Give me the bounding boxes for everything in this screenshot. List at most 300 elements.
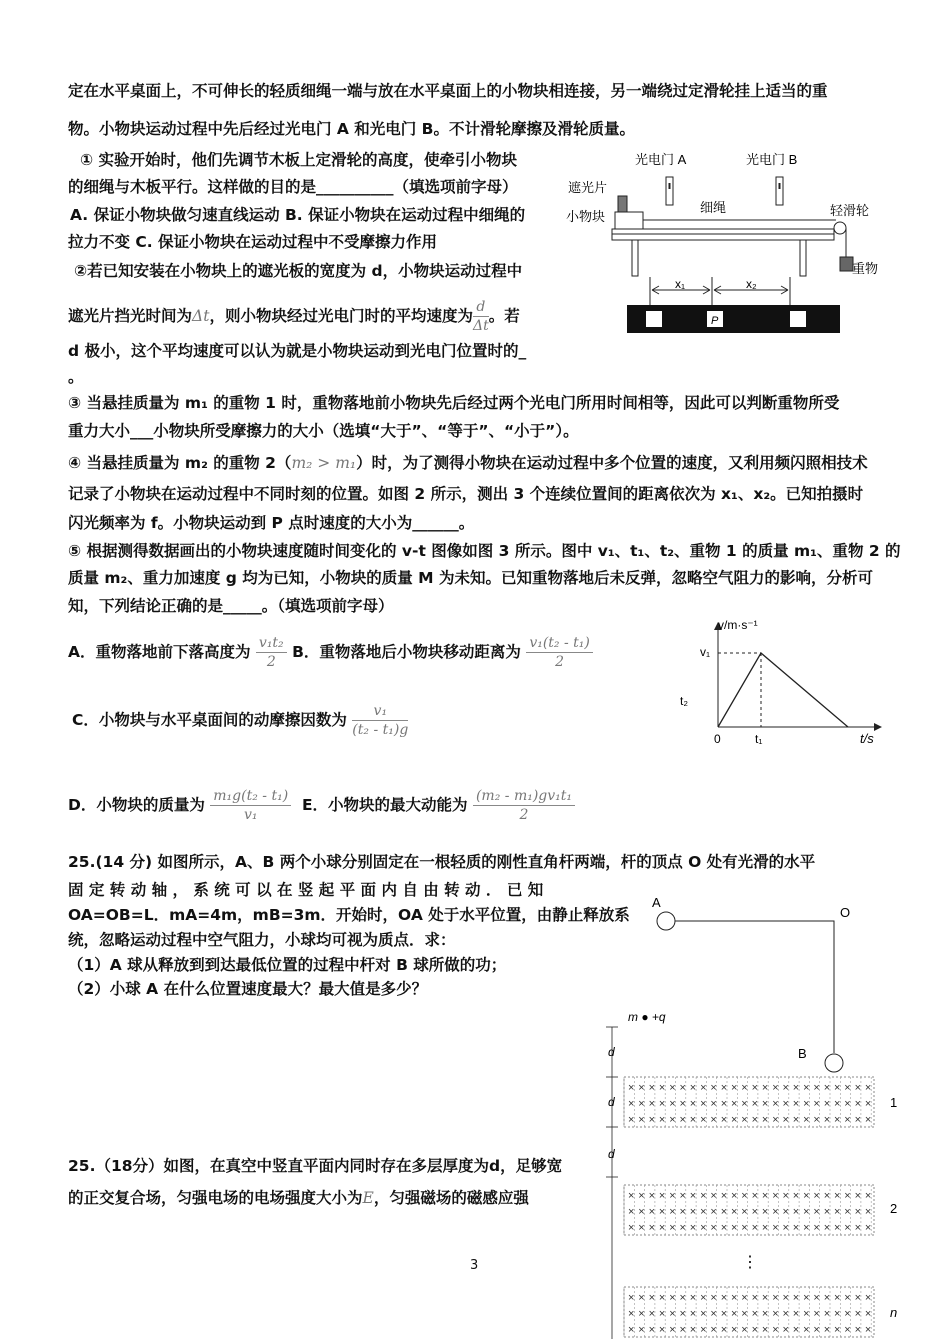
magnetic-field-mark: ×: [864, 1206, 872, 1218]
d-label: d: [608, 1095, 615, 1109]
magnetic-field-mark: ×: [669, 1222, 676, 1234]
magnetic-field-mark: ×: [689, 1206, 697, 1218]
magnetic-field-mark: ×: [772, 1308, 779, 1320]
text-line: [68, 1187, 529, 1209]
frac-den: 2: [555, 654, 565, 670]
frac-den: 2: [266, 654, 276, 670]
magnetic-field-mark: ×: [844, 1292, 851, 1304]
magnetic-field-mark: ×: [803, 1292, 810, 1304]
option-e-label: E．小物块的最大动能为: [301, 796, 468, 814]
text-segment: 。若: [488, 307, 520, 325]
magnetic-field-mark: ×: [628, 1292, 635, 1304]
magnetic-field-mark: ×: [679, 1114, 686, 1126]
magnetic-field-mark: ×: [658, 1308, 666, 1320]
text-line: ③ 当悬挂质量为 m₁ 的重物 1 时，重物落地前小物块先后经过两个光电门所用时间相等，因此可以判断重物所受: [68, 394, 840, 412]
magnetic-field-mark: ×: [772, 1206, 779, 1218]
magnetic-field-mark: ×: [731, 1190, 738, 1202]
frac-den: 2: [519, 807, 529, 823]
figure-vt-graph: [670, 612, 900, 752]
magnetic-field-mark: ×: [782, 1324, 789, 1336]
magnetic-field-mark: ×: [792, 1292, 800, 1304]
magnetic-field-mark: ×: [669, 1098, 676, 1110]
magnetic-field-mark: ×: [669, 1206, 676, 1218]
magnetic-field-mark: ×: [761, 1114, 769, 1126]
magnetic-field-mark: ×: [813, 1324, 820, 1336]
flash-position: [790, 311, 806, 327]
magnetic-field-mark: ×: [844, 1190, 851, 1202]
text-line: 质量 m₂、重力加速度 g 均为已知，小物块的质量 M 为未知。已知重物落地后未反弹，忽略空气阻力的影响，分析可: [68, 569, 873, 587]
magnetic-field-mark: ×: [700, 1206, 707, 1218]
magnetic-field-mark: ×: [823, 1190, 831, 1202]
magnetic-field-mark: ×: [782, 1190, 789, 1202]
frac-den: (t₂ - t₁)g: [352, 722, 409, 738]
t1-tick-label: t₁: [755, 732, 763, 746]
magnetic-field-mark: ×: [720, 1324, 728, 1336]
magnetic-field-mark: ×: [638, 1222, 645, 1234]
magnetic-field-mark: ×: [751, 1324, 759, 1336]
text-line: 25.(14 分) 如图所示，A、B 两个小球分别固定在一根轻质的刚性直角杆两端，杆的顶点 O 处有光滑的水平: [68, 853, 816, 871]
option-b-label: B．重物落地后小物块移动距离为: [292, 643, 521, 661]
magnetic-field-mark: ×: [648, 1114, 656, 1126]
magnetic-field-mark: ×: [782, 1082, 789, 1094]
magnetic-field-mark: ×: [844, 1206, 851, 1218]
magnetic-field-mark: ×: [772, 1114, 779, 1126]
magnetic-field-mark: ×: [741, 1114, 748, 1126]
fraction-b: [526, 634, 593, 671]
magnetic-field-mark: ×: [761, 1082, 769, 1094]
magnetic-field-mark: ×: [761, 1324, 769, 1336]
page-number: 3: [470, 1258, 479, 1273]
magnetic-field-mark: ×: [689, 1222, 697, 1234]
magnetic-field-mark: ×: [803, 1098, 810, 1110]
magnetic-field-mark: ×: [741, 1292, 748, 1304]
frac-num: m₁g(t₂ - t₁): [210, 787, 291, 806]
label-o: O: [840, 905, 851, 920]
gate-a: [666, 177, 673, 205]
text-line: （1）A 球从释放到到达最低位置的过程中杆对 B 球所做的功；: [68, 956, 507, 974]
magnetic-field-mark: ×: [751, 1292, 759, 1304]
magnetic-field-mark: ×: [710, 1308, 717, 1320]
magnetic-field-mark: ×: [844, 1114, 851, 1126]
math-delta-t: Δt: [192, 307, 210, 325]
frac-den: Δt: [472, 318, 489, 334]
magnetic-field-mark: ×: [720, 1098, 728, 1110]
magnetic-field-mark: ×: [772, 1324, 779, 1336]
magnetic-field-mark: ×: [628, 1190, 635, 1202]
text-line: [68, 298, 520, 335]
frac-den: v₁: [243, 807, 258, 823]
fraction-e: [473, 787, 575, 824]
frac-num: v₁: [352, 702, 408, 721]
magnetic-field-mark: ×: [741, 1098, 748, 1110]
frac-num: d: [473, 298, 489, 317]
text-segment: ，则小物块经过光电门时的平均速度为: [209, 307, 473, 325]
magnetic-field-mark: ×: [741, 1308, 748, 1320]
flash-position: [646, 311, 662, 327]
magnetic-field-mark: ×: [658, 1098, 666, 1110]
magnetic-field-mark: ×: [628, 1308, 635, 1320]
magnetic-field-mark: ×: [813, 1206, 820, 1218]
magnetic-field-mark: ×: [648, 1308, 656, 1320]
magnetic-field-mark: ×: [731, 1308, 738, 1320]
magnetic-field-mark: ×: [803, 1082, 810, 1094]
magnetic-field-mark: ×: [658, 1082, 666, 1094]
magnetic-field-mark: ×: [638, 1206, 645, 1218]
vt-series-line: [718, 653, 848, 727]
magnetic-field-mark: ×: [823, 1098, 831, 1110]
magnetic-field-mark: ×: [700, 1222, 707, 1234]
layer-n-label: n: [890, 1305, 898, 1320]
magnetic-field-mark: ×: [803, 1324, 810, 1336]
pulley: [834, 222, 846, 234]
magnetic-field-mark: ×: [710, 1324, 717, 1336]
magnetic-field-mark: ×: [782, 1206, 789, 1218]
magnetic-field-mark: ×: [792, 1308, 800, 1320]
figure-field-layers: [596, 1005, 910, 1344]
fraction-a: [256, 634, 287, 671]
magnetic-field-mark: ×: [731, 1098, 738, 1110]
magnetic-field-mark: ×: [720, 1206, 728, 1218]
d-label: d: [608, 1147, 615, 1161]
magnetic-field-mark: ×: [679, 1190, 686, 1202]
magnetic-field-mark: ×: [648, 1206, 656, 1218]
magnetic-field-mark: ×: [628, 1222, 635, 1234]
magnetic-field-mark: ×: [854, 1190, 862, 1202]
text-line: 记录了小物块在运动过程中不同时刻的位置。如图 2 所示，测出 3 个连续位置间的距离依次为 x₁、x₂。已知拍摄时: [68, 485, 864, 503]
magnetic-field-mark: ×: [669, 1308, 676, 1320]
math-inequality: m₂ > m₁: [291, 454, 357, 472]
magnetic-field-mark: ×: [710, 1206, 717, 1218]
magnetic-field-mark: ×: [689, 1292, 697, 1304]
magnetic-field-mark: ×: [710, 1098, 717, 1110]
magnetic-field-mark: ×: [834, 1222, 841, 1234]
magnetic-field-mark: ×: [823, 1082, 831, 1094]
magnetic-field-mark: ×: [803, 1206, 810, 1218]
gate-b: [776, 177, 783, 205]
frac-num: (m₂ - m₁)gv₁t₁: [473, 787, 575, 806]
ball-a: [657, 912, 675, 930]
magnetic-field-mark: ×: [834, 1308, 841, 1320]
magnetic-field-mark: ×: [689, 1098, 697, 1110]
magnetic-field-mark: ×: [823, 1292, 831, 1304]
magnetic-field-mark: ×: [761, 1098, 769, 1110]
text-line: 。: [68, 368, 84, 386]
magnetic-field-mark: ×: [679, 1324, 686, 1336]
magnetic-field-mark: ×: [782, 1098, 789, 1110]
magnetic-field-mark: ×: [638, 1114, 645, 1126]
magnetic-field-mark: ×: [731, 1324, 738, 1336]
text-line: d 极小，这个平均速度可以认为就是小物块运动到光电门位置时的_: [68, 342, 527, 360]
magnetic-field-mark: ×: [638, 1324, 645, 1336]
magnetic-field-mark: ×: [628, 1082, 635, 1094]
magnetic-field-mark: ×: [751, 1206, 759, 1218]
magnetic-field-mark: ×: [689, 1082, 697, 1094]
magnetic-field-mark: ×: [638, 1098, 645, 1110]
magnetic-field-mark: ×: [648, 1222, 656, 1234]
magnetic-field-mark: ×: [648, 1324, 656, 1336]
magnetic-field-mark: ×: [658, 1222, 666, 1234]
magnetic-field-mark: ×: [772, 1190, 779, 1202]
magnetic-field-mark: ×: [679, 1308, 686, 1320]
magnetic-field-mark: ×: [638, 1190, 645, 1202]
table-leg: [632, 240, 638, 276]
magnetic-field-mark: ×: [628, 1098, 635, 1110]
magnetic-field-mark: ×: [700, 1190, 707, 1202]
t2-label: t₂: [680, 694, 688, 708]
magnetic-field-mark: ×: [823, 1206, 831, 1218]
magnetic-field-mark: ×: [813, 1292, 820, 1304]
magnetic-field-mark: ×: [628, 1206, 635, 1218]
v1-tick-label: v₁: [700, 645, 711, 659]
magnetic-field-mark: ×: [834, 1292, 841, 1304]
magnetic-field-mark: ×: [803, 1190, 810, 1202]
text-segment: ，匀强磁场的磁感应强: [373, 1189, 529, 1207]
magnetic-field-mark: ×: [751, 1082, 759, 1094]
option-a-label: A．重物落地前下落高度为: [68, 643, 251, 661]
magnetic-field-mark: ×: [854, 1082, 862, 1094]
text-segment: 的正交复合场，匀强电场的电场强度大小为: [68, 1189, 363, 1207]
magnetic-field-mark: ×: [638, 1308, 645, 1320]
text-line: （2）小球 A 在什么位置速度最大？最大值是多少？: [68, 980, 428, 998]
text-line: ① 实验开始时，他们先调节木板上定滑轮的高度，使牵引小物块: [80, 151, 518, 169]
magnetic-field-mark: ×: [782, 1222, 789, 1234]
magnetic-field-mark: ×: [710, 1114, 717, 1126]
text-line: ⑤ 根据测得数据画出的小物块速度随时间变化的 v-t 图像如图 3 所示。图中 v₁、t₁、t₂、重物 1 的质量 m₁、重物 2 的: [68, 542, 901, 560]
x2-label: x₂: [746, 277, 757, 291]
text-line: 知，下列结论正确的是_____。（填选项前字母）: [68, 597, 394, 615]
x-axis-label: t/s: [860, 731, 874, 746]
figure-apparatus: [560, 145, 900, 340]
magnetic-field-mark: ×: [772, 1292, 779, 1304]
text-line: A. 保证小物块做匀速直线运动 B. 保证小物块在运动过程中细绳的: [70, 206, 526, 224]
magnetic-field-mark: ×: [700, 1098, 707, 1110]
x-arrow: [874, 723, 882, 731]
magnetic-field-mark: ×: [864, 1082, 872, 1094]
text-line: 25.（18分）如图，在真空中竖直平面内同时存在多层厚度为d，足够宽: [68, 1157, 563, 1175]
magnetic-field-mark: ×: [792, 1206, 800, 1218]
magnetic-field-mark: ×: [648, 1190, 656, 1202]
origin-label: 0: [714, 732, 721, 746]
magnetic-field-mark: ×: [813, 1082, 820, 1094]
rope-label: 细绳: [700, 200, 727, 215]
magnetic-field-mark: ×: [834, 1324, 841, 1336]
magnetic-field-mark: ×: [864, 1292, 872, 1304]
magnetic-field-mark: ×: [761, 1222, 769, 1234]
magnetic-field-mark: ×: [844, 1222, 851, 1234]
magnetic-field-mark: ×: [844, 1324, 851, 1336]
magnetic-field-mark: ×: [823, 1324, 831, 1336]
magnetic-field-mark: ×: [628, 1114, 635, 1126]
magnetic-field-mark: ×: [731, 1206, 738, 1218]
text-segment: 遮光片挡光时间为: [68, 307, 193, 325]
text-line: 物。小物块运动过程中先后经过光电门 A 和光电门 B。不计滑轮摩擦及滑轮质量。: [68, 120, 636, 138]
magnetic-field-mark: ×: [720, 1190, 728, 1202]
magnetic-field-mark: ×: [782, 1308, 789, 1320]
magnetic-field-mark: ×: [741, 1222, 748, 1234]
magnetic-field-mark: ×: [844, 1098, 851, 1110]
magnetic-field-mark: ×: [792, 1222, 800, 1234]
magnetic-field-mark: ×: [813, 1190, 820, 1202]
magnetic-field-mark: ×: [761, 1190, 769, 1202]
magnetic-field-mark: ×: [813, 1114, 820, 1126]
magnetic-field-mark: ×: [864, 1098, 872, 1110]
magnetic-field-mark: ×: [700, 1308, 707, 1320]
magnetic-field-mark: ×: [864, 1324, 872, 1336]
magnetic-field-mark: ×: [689, 1190, 697, 1202]
magnetic-field-mark: ×: [658, 1292, 666, 1304]
magnetic-field-mark: ×: [731, 1082, 738, 1094]
magnetic-field-mark: ×: [792, 1098, 800, 1110]
magnetic-field-mark: ×: [803, 1222, 810, 1234]
magnetic-field-mark: ×: [720, 1292, 728, 1304]
magnetic-field-mark: ×: [854, 1114, 862, 1126]
text-line: ②若已知安装在小物块上的遮光板的宽度为 d，小物块运动过程中: [74, 262, 523, 280]
magnetic-field-mark: ×: [772, 1082, 779, 1094]
block-label: 小物块: [566, 209, 606, 224]
label-a: A: [652, 895, 661, 910]
text-line: 固 定 转 动 轴 ， 系 统 可 以 在 竖 起 平 面 内 自 由 转 动 ． 已 知: [68, 881, 544, 899]
text-line: [68, 452, 868, 474]
magnetic-field-mark: ×: [761, 1206, 769, 1218]
magnetic-field-mark: ×: [679, 1292, 686, 1304]
magnetic-field-mark: ×: [844, 1308, 851, 1320]
magnetic-field-mark: ×: [854, 1206, 862, 1218]
frac-num: v₁(t₂ - t₁): [526, 634, 593, 653]
magnetic-field-mark: ×: [658, 1324, 666, 1336]
option-c-label: C．小物块与水平桌面间的动摩擦因数为: [72, 711, 347, 729]
x1-label: x₁: [675, 277, 686, 291]
magnetic-field-mark: ×: [792, 1324, 800, 1336]
magnetic-field-mark: ×: [731, 1114, 738, 1126]
magnetic-field-mark: ×: [864, 1222, 872, 1234]
magnetic-field-mark: ×: [823, 1222, 831, 1234]
magnetic-field-mark: ×: [813, 1098, 820, 1110]
magnetic-field-mark: ×: [710, 1222, 717, 1234]
magnetic-field-mark: ×: [731, 1222, 738, 1234]
text-segment: ④ 当悬挂质量为 m₂ 的重物 2（: [68, 454, 292, 472]
magnetic-field-mark: ×: [658, 1114, 666, 1126]
magnetic-field-mark: ×: [834, 1190, 841, 1202]
magnetic-field-mark: ×: [679, 1222, 686, 1234]
magnetic-field-mark: ×: [864, 1190, 872, 1202]
magnetic-field-mark: ×: [761, 1292, 769, 1304]
gate-a-sensor: [669, 183, 671, 189]
magnetic-field-mark: ×: [772, 1222, 779, 1234]
p-label: P: [711, 315, 719, 327]
magnetic-field-mark: ×: [628, 1324, 635, 1336]
magnetic-field-mark: ×: [669, 1190, 676, 1202]
magnetic-field-mark: ×: [648, 1292, 656, 1304]
magnetic-field-mark: ×: [803, 1308, 810, 1320]
weight-label: 重物: [852, 261, 879, 276]
frac-num: v₁t₂: [256, 634, 287, 653]
magnetic-field-mark: ×: [638, 1292, 645, 1304]
magnetic-field-mark: ×: [700, 1082, 707, 1094]
text-segment: ）时，为了测得小物块在运动过程中多个位置的速度，又利用频闪照相技术: [356, 454, 868, 472]
gate-b-label: 光电门 B: [746, 152, 798, 167]
fraction-d: [210, 787, 291, 824]
magnetic-field-mark: ×: [834, 1114, 841, 1126]
magnetic-field-mark: ×: [782, 1114, 789, 1126]
block: [615, 212, 643, 229]
magnetic-field-mark: ×: [741, 1324, 748, 1336]
magnetic-field-mark: ×: [741, 1206, 748, 1218]
magnetic-field-mark: ×: [669, 1082, 676, 1094]
fraction-c: [352, 702, 408, 739]
magnetic-field-mark: ×: [679, 1082, 686, 1094]
shade-plate: [618, 196, 627, 212]
magnetic-field-mark: ×: [864, 1114, 872, 1126]
option-c: [72, 700, 408, 740]
magnetic-field-mark: ×: [751, 1308, 759, 1320]
magnetic-field-mark: ×: [823, 1308, 831, 1320]
magnetic-field-mark: ×: [751, 1114, 759, 1126]
magnetic-field-mark: ×: [751, 1190, 759, 1202]
y-axis-label: v/m·s⁻¹: [718, 618, 758, 632]
magnetic-field-mark: ×: [741, 1082, 748, 1094]
magnetic-field-mark: ×: [669, 1324, 676, 1336]
magnetic-field-mark: ×: [803, 1114, 810, 1126]
magnetic-field-mark: ×: [710, 1292, 717, 1304]
shade-label: 遮光片: [568, 180, 608, 195]
text-line: 闪光频率为 f。小物块运动到 P 点时速度的大小为______。: [68, 514, 475, 532]
magnetic-field-mark: ×: [700, 1114, 707, 1126]
option-d-e: [68, 785, 575, 825]
d-label: d: [608, 1045, 615, 1059]
magnetic-field-mark: ×: [658, 1190, 666, 1202]
gate-b-sensor: [779, 183, 781, 189]
magnetic-field-mark: ×: [679, 1206, 686, 1218]
magnetic-field-mark: ×: [648, 1098, 656, 1110]
magnetic-field-mark: ×: [772, 1098, 779, 1110]
layer-2-label: 2: [890, 1201, 898, 1216]
particle-label: m ● +q: [628, 1010, 666, 1024]
magnetic-field-mark: ×: [648, 1082, 656, 1094]
ellipsis: ⋮: [742, 1254, 758, 1271]
magnetic-field-mark: ×: [700, 1324, 707, 1336]
magnetic-field-mark: ×: [834, 1082, 841, 1094]
magnetic-field-mark: ×: [741, 1190, 748, 1202]
magnetic-field-mark: ×: [782, 1292, 789, 1304]
magnetic-field-mark: ×: [834, 1206, 841, 1218]
magnetic-field-mark: ×: [689, 1324, 697, 1336]
magnetic-field-mark: ×: [720, 1082, 728, 1094]
magnetic-field-mark: ×: [823, 1114, 831, 1126]
text-line: 重力大小___小物块所受摩擦力的大小（选填“大于”、“等于”、“小于”）。: [68, 422, 579, 440]
gate-a-label: 光电门 A: [635, 152, 687, 167]
magnetic-field-mark: ×: [638, 1082, 645, 1094]
magnetic-field-mark: ×: [669, 1292, 676, 1304]
text-line: 统，忽略运动过程中空气阻力，小球均可视为质点．求：: [68, 931, 456, 949]
magnetic-field-mark: ×: [700, 1292, 707, 1304]
table-leg: [800, 240, 806, 276]
magnetic-field-mark: ×: [864, 1308, 872, 1320]
text-line: 定在水平桌面上，不可伸长的轻质细绳一端与放在水平桌面上的小物块相连接，另一端绕过定滑轮挂上适当的重: [68, 82, 828, 100]
magnetic-field-mark: ×: [689, 1308, 697, 1320]
magnetic-field-mark: ×: [720, 1114, 728, 1126]
magnetic-field-mark: ×: [720, 1222, 728, 1234]
magnetic-field-mark: ×: [792, 1082, 800, 1094]
magnetic-field-mark: ×: [751, 1098, 759, 1110]
magnetic-field-mark: ×: [679, 1098, 686, 1110]
magnetic-field-mark: ×: [751, 1222, 759, 1234]
magnetic-field-mark: ×: [792, 1114, 800, 1126]
magnetic-field-mark: ×: [720, 1308, 728, 1320]
magnetic-field-mark: ×: [761, 1308, 769, 1320]
magnetic-field-mark: ×: [834, 1098, 841, 1110]
magnetic-field-mark: ×: [813, 1308, 820, 1320]
magnetic-field-mark: ×: [844, 1082, 851, 1094]
